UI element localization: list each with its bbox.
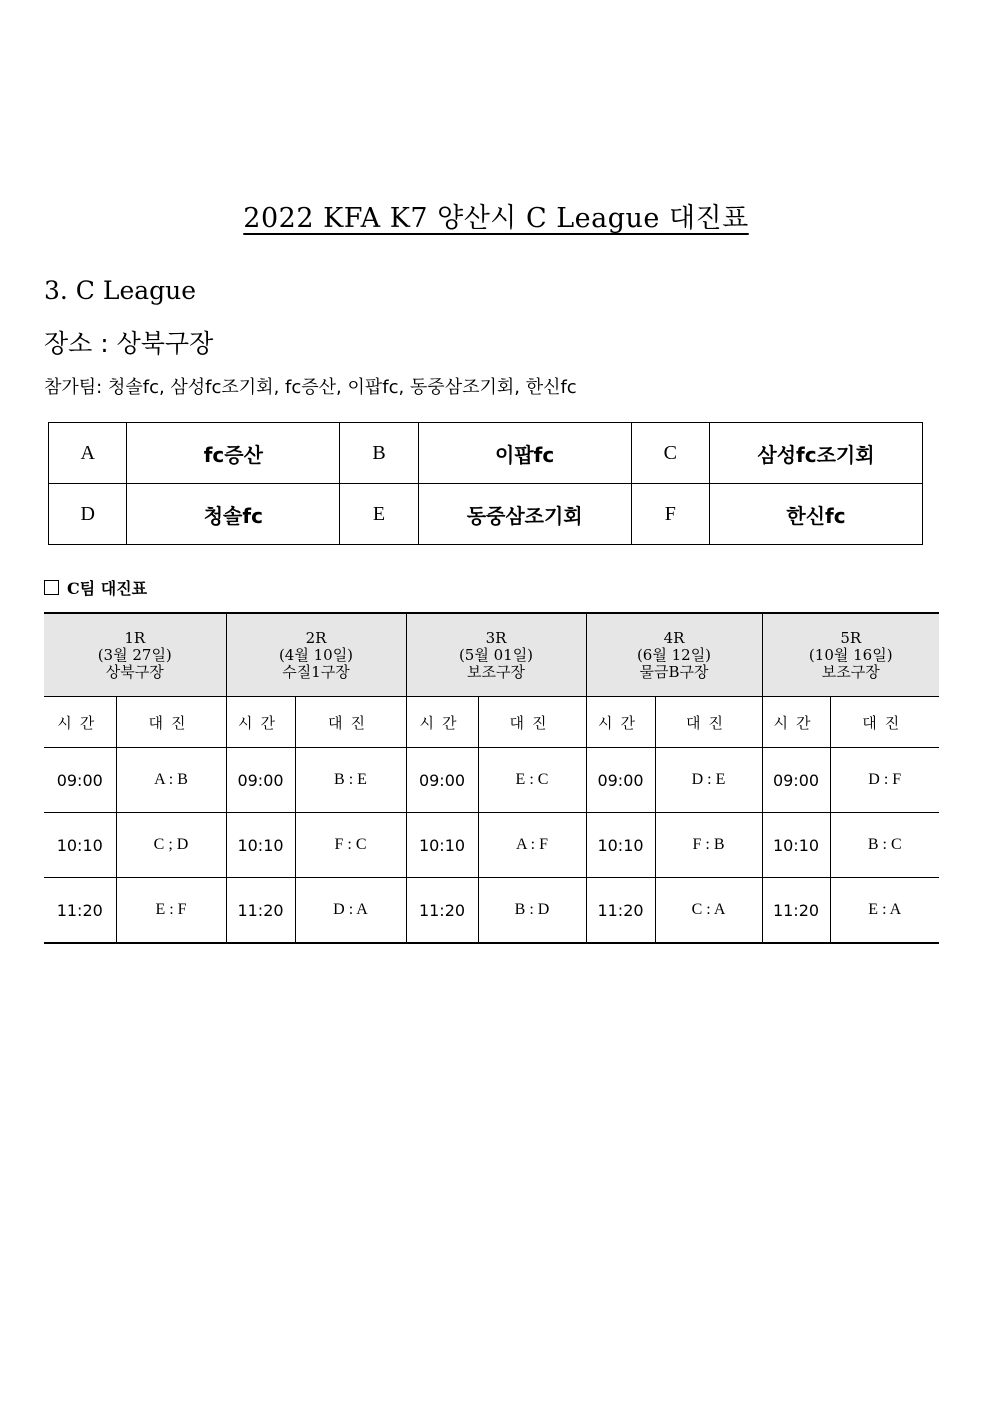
match-pairing: F : B	[655, 813, 762, 878]
match-time: 11:20	[762, 878, 830, 944]
team-letter: B	[340, 423, 418, 484]
match-pairing: E : F	[116, 878, 226, 944]
round-number: 1R	[124, 628, 146, 647]
document-title-text: 2022 KFA K7 양산시 C League 대진표	[243, 203, 749, 234]
time-column-header: 시간	[44, 697, 116, 748]
round-number: 2R	[305, 628, 327, 647]
match-time: 10:10	[406, 813, 478, 878]
round-place: 보조구장	[821, 662, 880, 681]
match-schedule-table	[44, 612, 939, 944]
team-name: 한신fc	[709, 484, 922, 545]
match-pairing: D : F	[830, 748, 939, 813]
section-heading: 3. C League	[44, 276, 197, 305]
team-name: 청솔fc	[127, 484, 340, 545]
round-date: (5월 01일)	[458, 645, 534, 664]
checkbox-icon	[44, 580, 59, 595]
match-pairing: B : D	[478, 878, 586, 944]
round-header	[226, 613, 406, 697]
match-pairing: F : C	[295, 813, 406, 878]
round-date: (3월 27일)	[97, 645, 172, 664]
round-header	[586, 613, 762, 697]
time-column-header: 시간	[226, 697, 295, 748]
round-header	[406, 613, 586, 697]
match-column-header: 대진	[830, 697, 939, 748]
time-column-header: 시간	[586, 697, 655, 748]
team-letter: D	[49, 484, 127, 545]
team-name: 이팝fc	[418, 423, 631, 484]
match-row	[44, 813, 939, 878]
round-date: (4월 10일)	[278, 645, 354, 664]
round-header-row	[44, 613, 939, 697]
team-row	[49, 484, 923, 545]
team-letter: F	[631, 484, 709, 545]
participants-line: 참가팀: 청솔fc, 삼성fc조기회, fc증산, 이팝fc, 동중삼조기회, 한신fc	[44, 377, 577, 398]
match-time: 09:00	[762, 748, 830, 813]
team-name: fc증산	[127, 423, 340, 484]
match-time: 10:10	[586, 813, 655, 878]
match-time: 10:10	[44, 813, 116, 878]
round-place: 보조구장	[467, 662, 525, 681]
team-row	[49, 423, 923, 484]
match-time: 11:20	[226, 878, 295, 944]
round-header	[44, 613, 226, 697]
team-name: 삼성fc조기회	[709, 423, 922, 484]
time-column-header: 시간	[406, 697, 478, 748]
team-letter: E	[340, 484, 418, 545]
match-pairing: C ; D	[116, 813, 226, 878]
round-place: 수질1구장	[282, 662, 350, 681]
round-place: 물금B구장	[639, 662, 709, 681]
match-time: 11:20	[44, 878, 116, 944]
match-time: 11:20	[406, 878, 478, 944]
column-header-row	[44, 697, 939, 748]
round-number: 4R	[663, 628, 685, 647]
match-column-header: 대진	[295, 697, 406, 748]
match-row	[44, 748, 939, 813]
round-header	[762, 613, 939, 697]
match-pairing: C : A	[655, 878, 762, 944]
match-pairing: A : B	[116, 748, 226, 813]
match-column-header: 대진	[478, 697, 586, 748]
match-row	[44, 878, 939, 944]
round-number: 5R	[840, 628, 862, 647]
round-date: (10월 16일)	[808, 645, 893, 664]
match-time: 09:00	[44, 748, 116, 813]
match-time: 09:00	[586, 748, 655, 813]
round-place: 상북구장	[105, 662, 164, 681]
match-pairing: B : C	[830, 813, 939, 878]
match-column-header: 대진	[655, 697, 762, 748]
match-pairing: E : A	[830, 878, 939, 944]
match-time: 10:10	[762, 813, 830, 878]
match-pairing: A : F	[478, 813, 586, 878]
match-pairing: E : C	[478, 748, 586, 813]
match-time: 10:10	[226, 813, 295, 878]
bracket-label	[44, 576, 147, 599]
match-time: 11:20	[586, 878, 655, 944]
team-letter: A	[49, 423, 127, 484]
match-time: 09:00	[406, 748, 478, 813]
round-number: 3R	[485, 628, 507, 647]
team-name: 동중삼조기회	[418, 484, 631, 545]
document-title	[0, 196, 992, 235]
round-date: (6월 12일)	[636, 645, 712, 664]
match-time: 09:00	[226, 748, 295, 813]
match-pairing: B : E	[295, 748, 406, 813]
team-letter: C	[631, 423, 709, 484]
match-pairing: D : A	[295, 878, 406, 944]
bracket-label-text: C팀 대진표	[67, 579, 148, 598]
venue-line: 장소 : 상북구장	[44, 329, 214, 358]
match-column-header: 대진	[116, 697, 226, 748]
match-pairing: D : E	[655, 748, 762, 813]
team-assignment-table	[48, 422, 923, 545]
time-column-header: 시간	[762, 697, 830, 748]
